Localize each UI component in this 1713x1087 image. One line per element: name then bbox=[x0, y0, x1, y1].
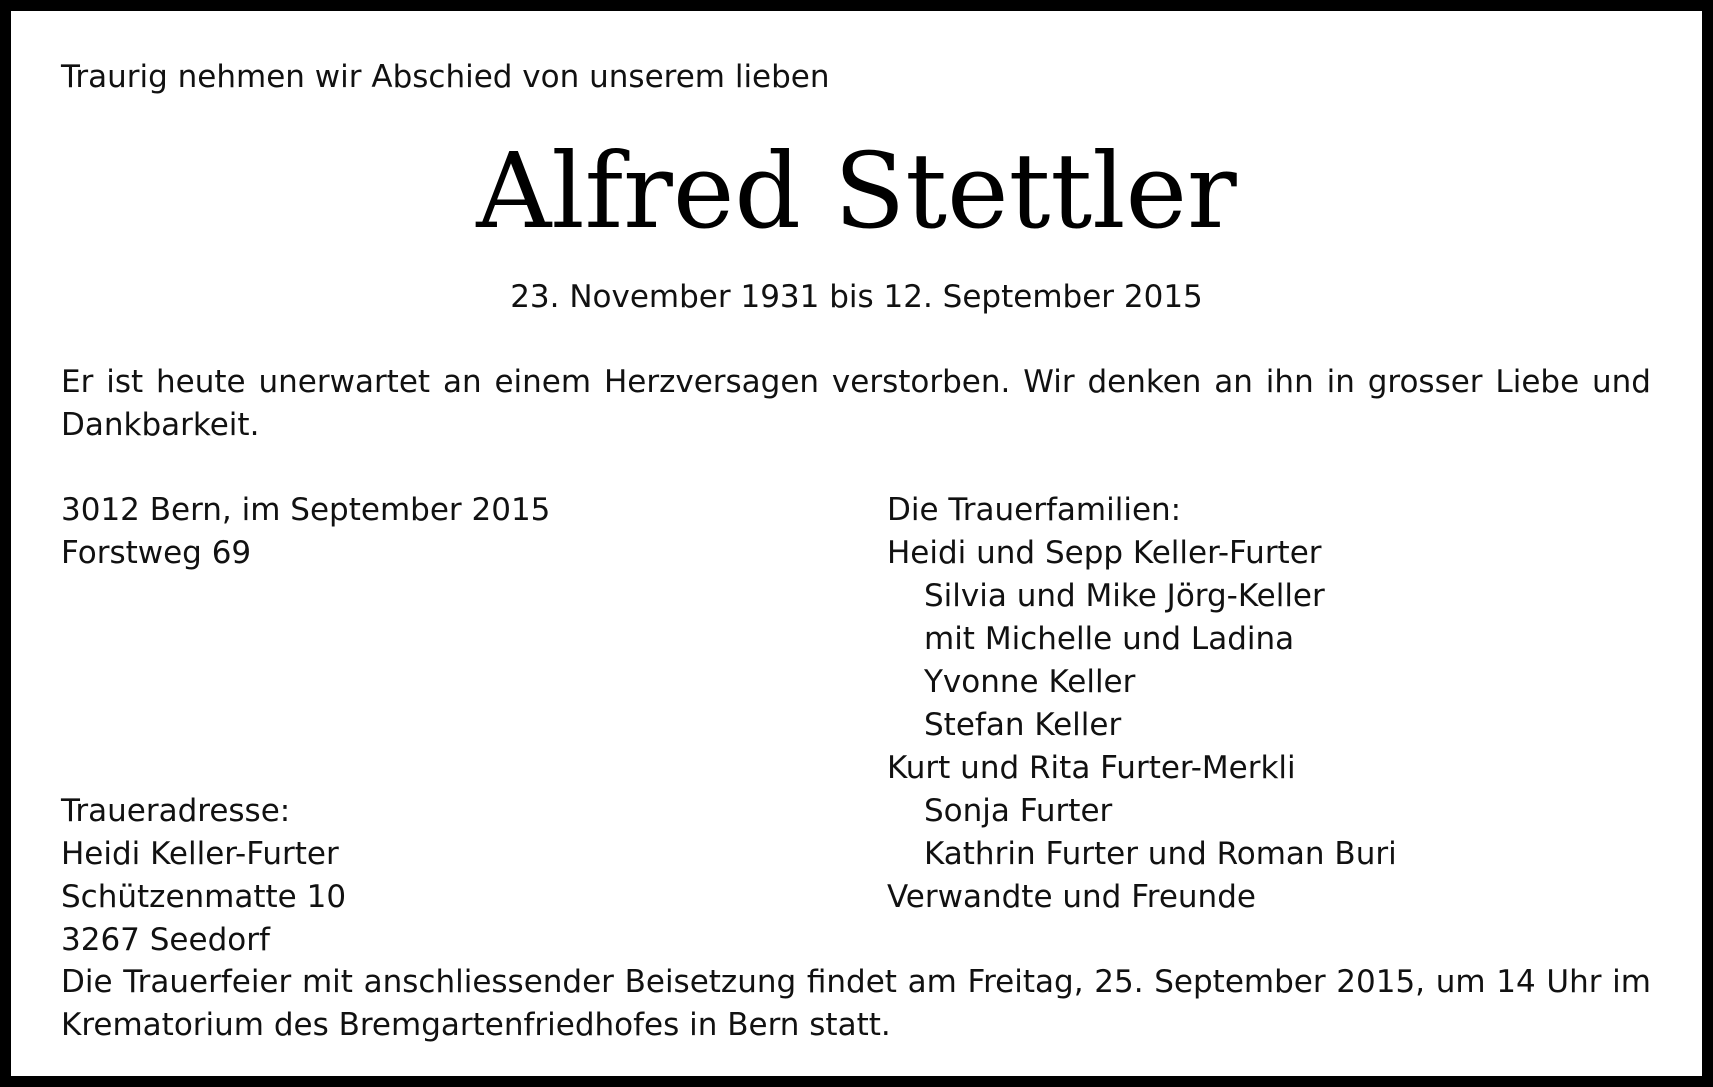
mourning-address-label: Traueradresse: bbox=[61, 793, 291, 829]
mourners-column bbox=[887, 489, 1647, 919]
place-date: 3012 Bern, im September 2015 bbox=[61, 492, 551, 528]
mourner-line: mit Michelle und Ladina bbox=[924, 621, 1295, 657]
mourning-address-name: Heidi Keller-Furter bbox=[61, 836, 339, 872]
mourner-list bbox=[887, 532, 1647, 919]
mourner-line: Verwandte und Freunde bbox=[887, 879, 1256, 915]
mourner-line: Silvia und Mike Jörg-Keller bbox=[924, 578, 1325, 614]
mourner-line: Heidi und Sepp Keller-Furter bbox=[887, 535, 1322, 571]
mourners-heading: Die Trauerfamilien: bbox=[887, 492, 1182, 528]
death-message: Er ist heute unerwartet an einem Herzversagen verstorben. Wir denken an ihn in grosser Liebe und Dankbarkeit. bbox=[61, 364, 1651, 443]
family-street: Forstweg 69 bbox=[61, 535, 252, 571]
mourner-line: Kurt und Rita Furter-Merkli bbox=[887, 750, 1296, 786]
mourning-address-street: Schützenmatte 10 bbox=[61, 879, 347, 915]
mourner-line: Stefan Keller bbox=[924, 707, 1122, 743]
deceased-name: Alfred Stettler bbox=[476, 130, 1237, 252]
address-column bbox=[61, 489, 861, 962]
service-info: Die Trauerfeier mit anschliessender Beisetzung findet am Freitag, 25. September 2015, um 14 Uhr im Krematorium des Bremgartenfriedhofes in Bern statt. bbox=[61, 964, 1651, 1043]
intro-text: Traurig nehmen wir Abschied von unserem lieben bbox=[61, 59, 830, 95]
mourner-line: Yvonne Keller bbox=[924, 664, 1136, 700]
mourning-address-city: 3267 Seedorf bbox=[61, 922, 270, 958]
life-dates: 23. November 1931 bis 12. September 2015 bbox=[510, 279, 1203, 315]
mourner-line: Sonja Furter bbox=[924, 793, 1113, 829]
column-spacer bbox=[61, 575, 861, 790]
mourner-line: Kathrin Furter und Roman Buri bbox=[924, 836, 1397, 872]
